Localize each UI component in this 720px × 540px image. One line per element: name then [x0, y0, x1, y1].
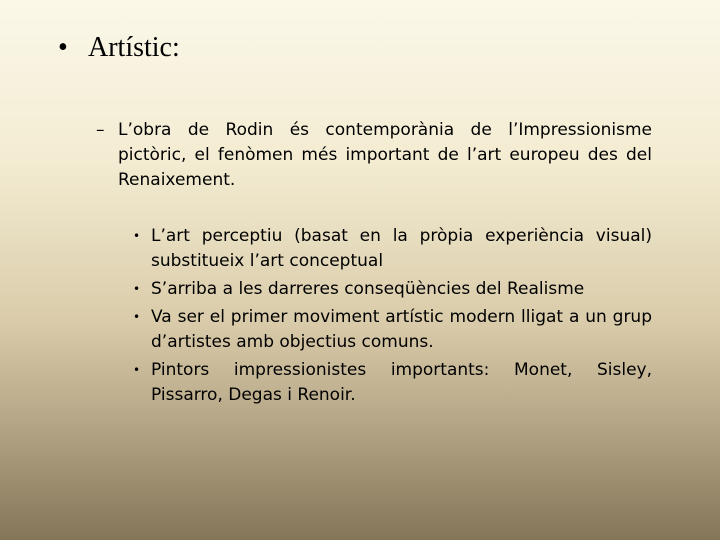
- title-text: Artístic:: [88, 32, 180, 63]
- list-item-text: S’arriba a les darreres conseqüències del Realisme: [151, 279, 585, 299]
- list-item: [133, 305, 652, 355]
- main-point: [96, 118, 652, 193]
- list-item-text: Va ser el primer moviment artístic modern lligat a un grup d’artistes amb objectius comuns.: [151, 307, 652, 352]
- sub-points-list: [133, 224, 652, 411]
- list-item: [133, 224, 652, 274]
- main-point-text: L’obra de Rodin és contemporània de l’Impressionisme pictòric, el fenòmen més important de l’art europeu des del Renaixement.: [118, 120, 652, 190]
- list-item: [133, 358, 652, 408]
- list-item: [133, 277, 652, 302]
- list-item-text: Pintors impressionistes importants: Monet, Sisley, Pissarro, Degas i Renoir.: [151, 360, 652, 405]
- dash-bullet-icon: –: [96, 120, 105, 140]
- slide-title: [58, 30, 180, 66]
- list-item-text: L’art perceptiu (basat en la pròpia experiència visual) substitueix l’art conceptual: [151, 226, 652, 271]
- bullet-icon: •: [133, 363, 141, 377]
- bullet-icon: •: [133, 310, 141, 324]
- bullet-icon: •: [133, 229, 141, 243]
- bullet-icon: •: [133, 282, 141, 296]
- title-bullet-icon: •: [58, 32, 68, 63]
